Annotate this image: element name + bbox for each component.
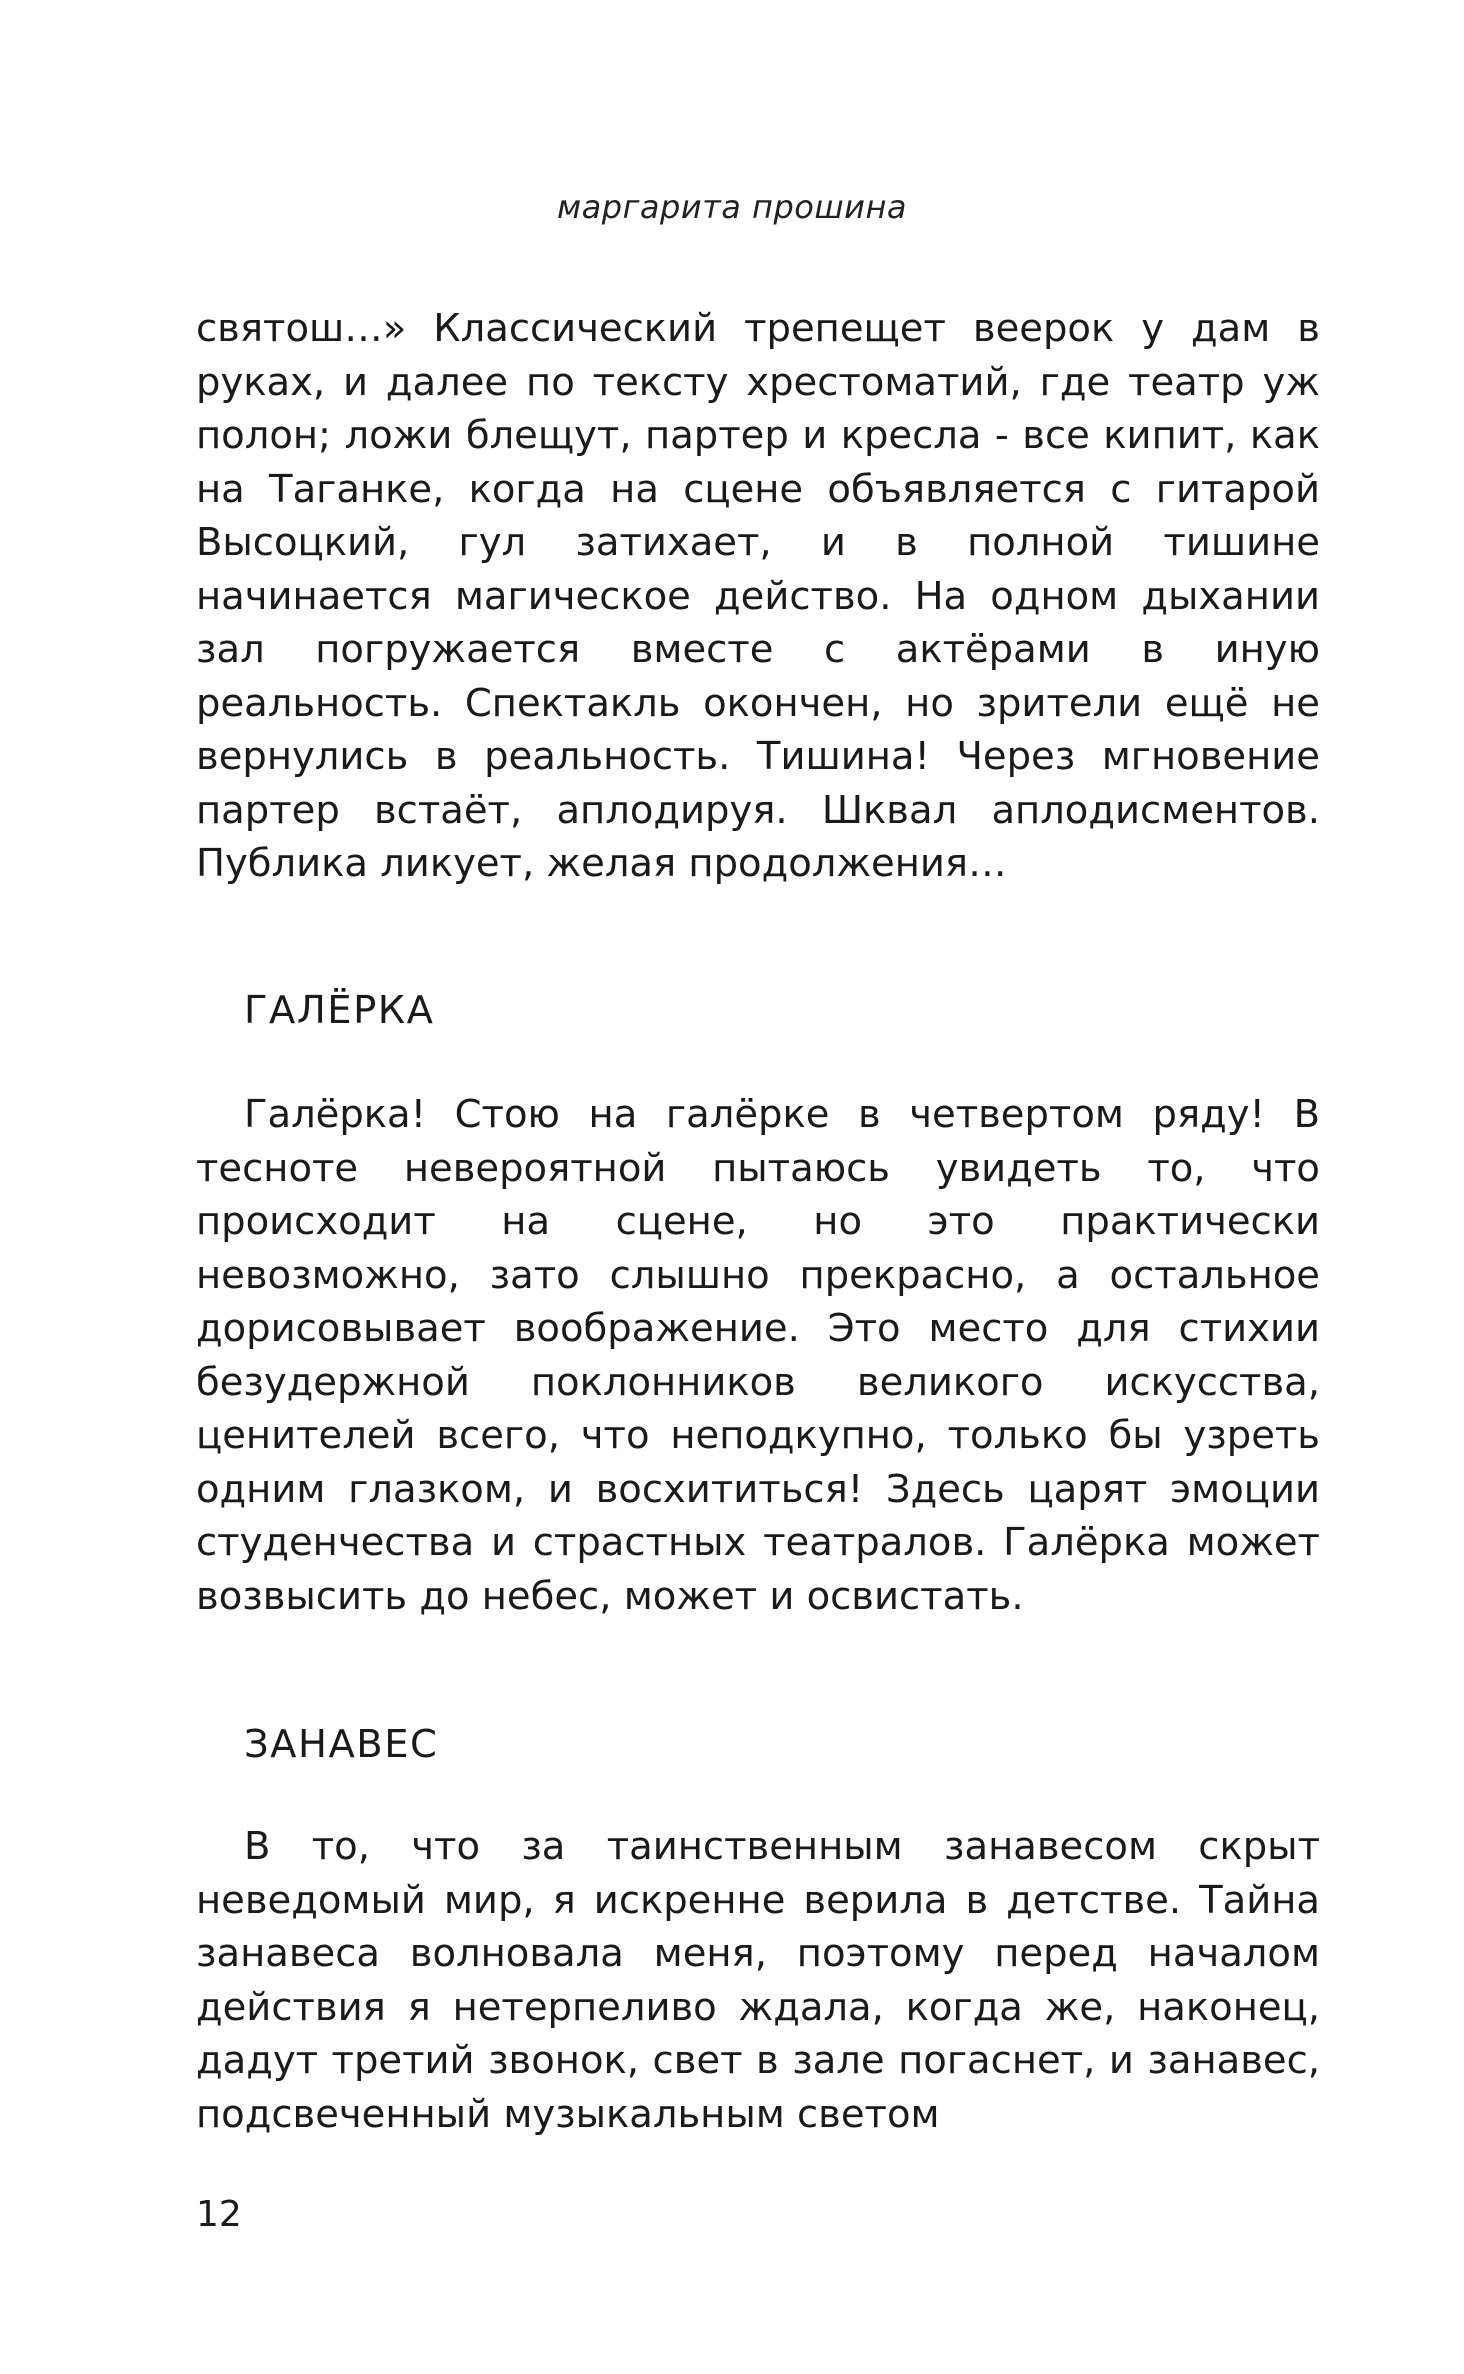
paragraph-galerka: Галёрка! Стою на галёрке в четвертом ряду! В тесноте невероятной пытаюсь увидеть то, что происходит на сцене, но это практически невозможно, зато слышно прекрасно, а остальное дорисовывает воображение. Это место для стихии безудержной поклонников великого искусства, ценителей всего, что неподкупно, только бы узреть одним глазком, и восхититься! Здесь царят эмоции студенчества и страстных театралов. Галёрка может возвысить до небес, может и освистать.	[196, 1092, 1320, 1619]
paragraph-zanaves-block	[196, 1820, 1320, 2141]
paragraph-continuation: святош…» Классический трепещет веерок у дам в руках, и далее по тексту хрестоматий, где театр уж полон; ложи блещут, партер и кресла - все кипит, как на Таганке, когда на сцене объявляется с гитарой Высоцкий, гул затихает, и в полной тишине начинается магическое действо. На одном дыхании зал погружается вместе с актёрами в иную реальность. Спектакль окончен, но зрители ещё не вернулись в реальность. Тишина! Через мгновение партер встаёт, аплодируя. Шквал аплодисментов. Публика ликует, желая продолжения…	[196, 306, 1320, 886]
paragraph-galerka-block	[196, 1088, 1320, 1623]
page-number: 12	[196, 2194, 242, 2235]
paragraph-zanaves: В то, что за таинственным занавесом скрыт неведомый мир, я искренне верила в детстве. Тайна занавеса волновала меня, поэтому перед началом действия я нетерпеливо ждала, когда же, наконец, дадут третий звонок, свет в зале погаснет, и занавес, подсвеченный музыкальным светом	[196, 1824, 1320, 2137]
running-header: маргарита прошина	[557, 188, 907, 226]
paragraph-continuation-block	[196, 302, 1320, 891]
section-heading-galerka: ГАЛЁРКА	[244, 988, 435, 1033]
section-heading-zanaves: ЗАНАВЕС	[244, 1722, 439, 1767]
